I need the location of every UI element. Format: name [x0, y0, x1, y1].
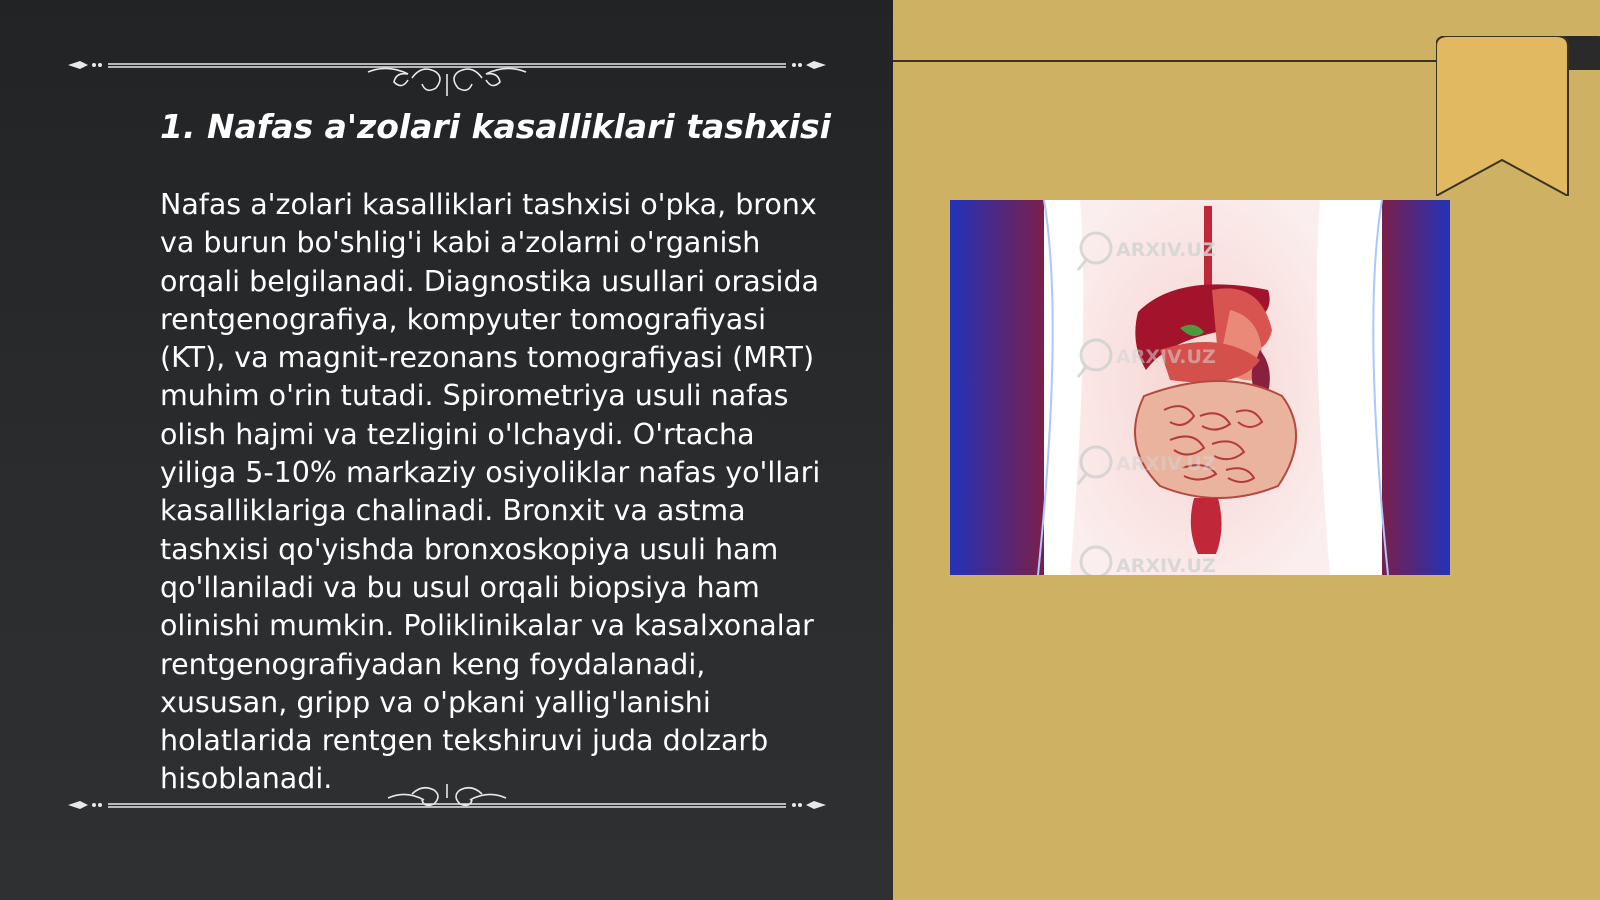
ornament-divider-icon	[68, 784, 826, 832]
anatomy-image	[950, 200, 1450, 575]
slide-title: 1. Nafas a'zolari kasalliklari tashxisi	[160, 107, 831, 146]
watermark-text: ARXIV.UZ	[1116, 239, 1216, 261]
watermark-text: ARXIV.UZ	[1116, 555, 1216, 575]
ornament-divider-icon	[68, 50, 826, 98]
slide-body-text: Nafas a'zolari kasalliklari tashxisi o'pka, bronx va burun bo'shlig'i kabi a'zolarni o'rganish orqali belgilanadi. Diagnostika usullari orasida rentgenografiya, kompyuter tomografiyasi (KT), va magnit-rezonans tomografiyasi (MRT) muhim o'rin tutadi. Spirometriya usuli nafas olish hajmi va tezligini o'lchaydi. O'rtacha yiliga 5-10% markaziy osiyoliklar nafas yo'llari kasalliklariga chalinadi. Bronxit va astma tashxisi qo'yishda bronxoskopiya usuli ham qo'llaniladi va bu usul orqali biopsiya ham olinishi mumkin. Poliklinikalar va kasalxonalar rentgenografiyadan keng foydalanadi, xususan, gripp va o'pkani yallig'lanishi holatlarida rentgen tekshiruvi juda dolzarb hisoblanadi.	[160, 188, 821, 796]
bookmark-ribbon-icon	[1436, 36, 1600, 196]
watermark-text: ARXIV.UZ	[1116, 453, 1216, 475]
watermark-text: ARXIV.UZ	[1116, 346, 1216, 368]
